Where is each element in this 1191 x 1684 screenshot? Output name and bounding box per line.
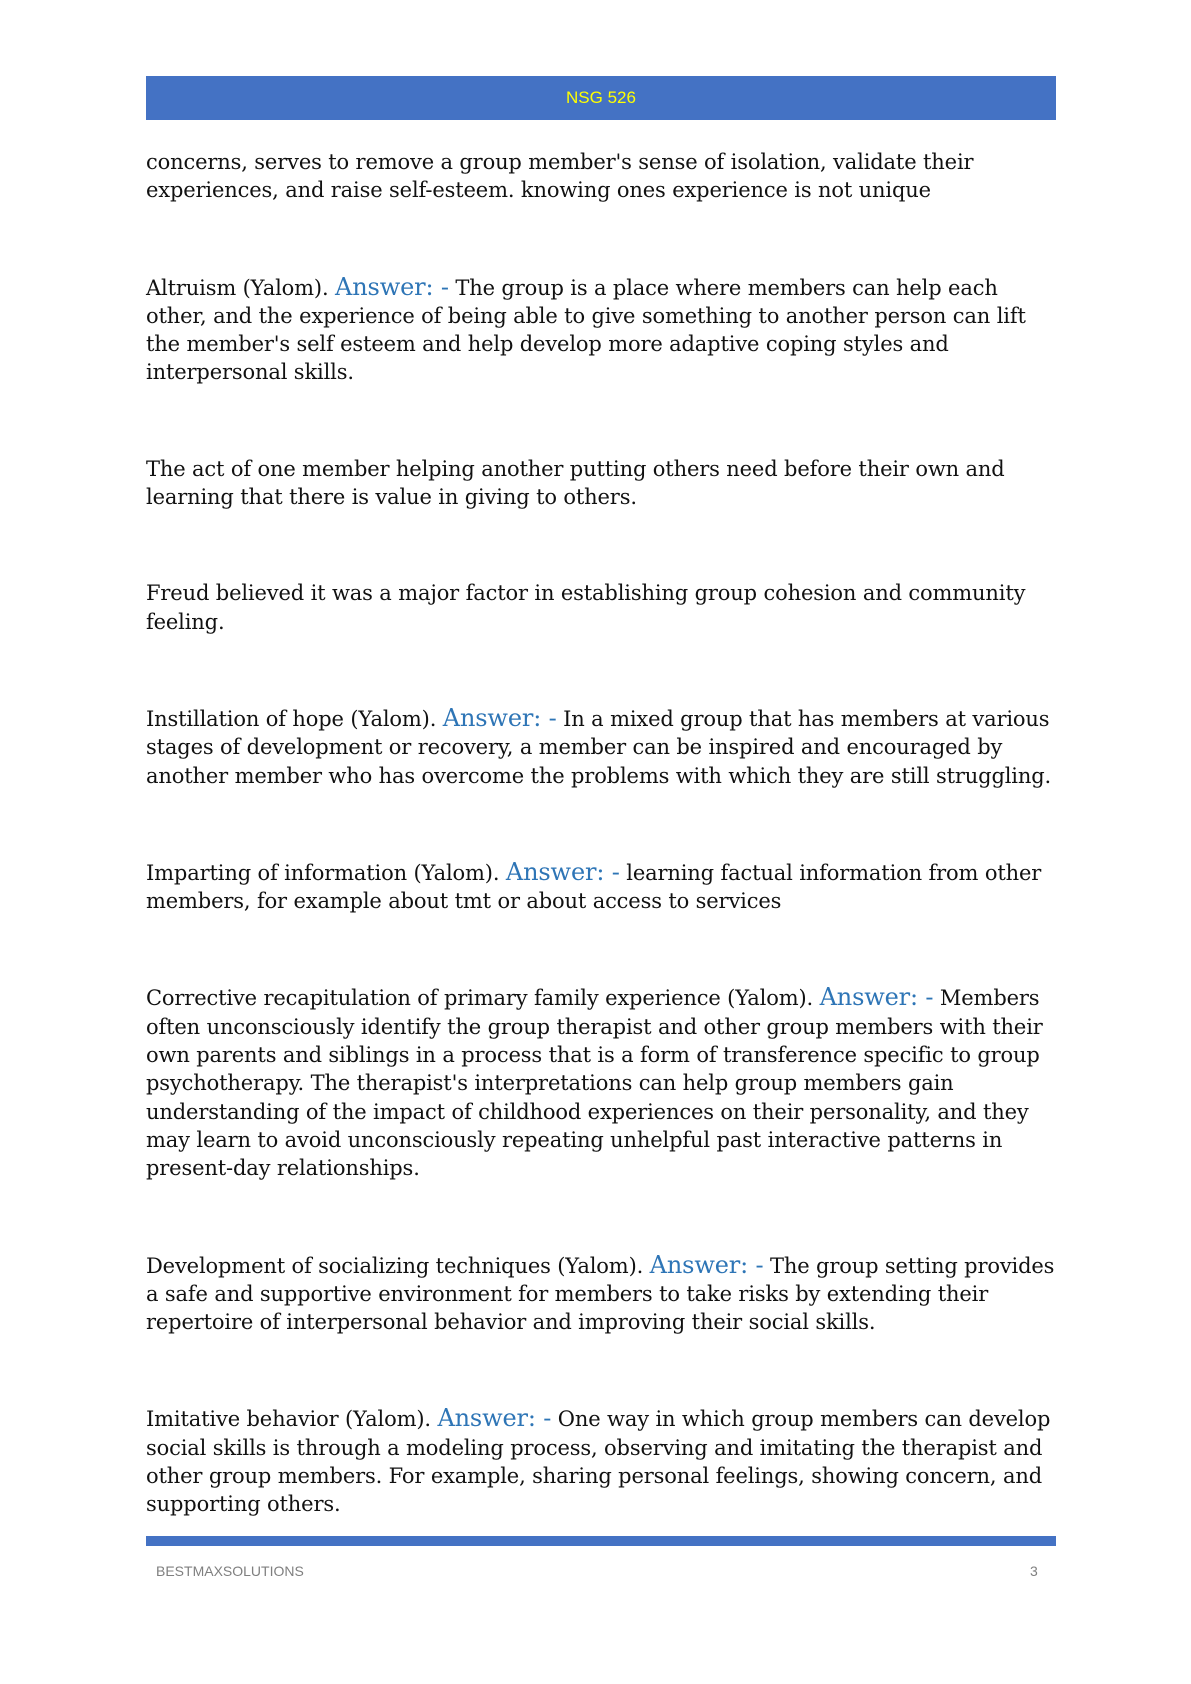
term-label: Altruism (Yalom). [146,275,329,300]
paragraph-altruism [146,273,1058,387]
answer-text: Members often unconsciously identify the group therapist and other group members with their own parents and siblings in a process that is a form of transference specific to group psychotherapy. The therapist's interpretations can help group members gain understanding of the impact of childhood experiences on their personality, and they may learn to avoid unconsciously repeating unhelpful past interactive patterns in present-day relationships. [146,986,1043,1181]
paragraph-altruism-definition [146,455,1058,512]
answer-text: The group is a place where members can help each other, and the experience of being able to give something to another person can lift the member's self esteem and help develop more adaptive coping styles and interpersonal skills. [146,275,1026,385]
document-body [146,148,1058,1587]
paragraph-imparting-information [146,858,1058,916]
answer-text: learning factual information from other members, for example about tmt or about access to services [146,860,1042,914]
paragraph-universality-continued [146,148,1058,205]
paragraph-imitative-behavior [146,1404,1058,1518]
header-title: NSG 526 [566,88,636,107]
answer-label: Answer: - [649,1250,764,1279]
answer-label: Answer: - [819,983,934,1012]
term-label: Corrective recapitulation of primary family experience (Yalom). [146,986,814,1011]
footer-bar [146,1536,1056,1546]
term-label: Instillation of hope (Yalom). [146,706,437,731]
answer-text: In a mixed group that has members at various stages of development or recovery, a member can be inspired and encouraged by another member who has overcome the problems with which they are still struggling. [146,706,1052,788]
answer-label: Answer: - [505,857,620,886]
answer-label: Answer: - [437,1404,552,1433]
answer-label: Answer: - [442,703,557,732]
paragraph-corrective-recapitulation [146,983,1058,1182]
term-label: Imitative behavior (Yalom). [146,1407,431,1432]
term-label: Development of socializing techniques (Yalom). [146,1253,644,1278]
paragraph-text: concerns, serves to remove a group member's sense of isolation, validate their experiences, and raise self-esteem. knowing ones experience is not unique [146,150,974,203]
answer-label: Answer: - [335,272,449,301]
page-number: 3 [1030,1563,1038,1579]
paragraph-instillation-of-hope [146,704,1058,790]
paragraph-text: The act of one member helping another putting others need before their own and learning that there is value in giving to others. [146,456,1005,510]
term-label: Imparting of information (Yalom). [146,860,500,885]
answer-text: One way in which group members can develop social skills is through a modeling process, observing and imitating the therapist and other group members. For example, sharing personal feelings, showing concern, and supporting others. [146,1407,1051,1517]
footer-brand: BESTMAXSOLUTIONS [156,1563,304,1579]
paragraph-freud [146,579,1058,636]
answer-text: The group setting provides a safe and supportive environment for members to take risks by extending their repertoire of interpersonal behavior and improving their social skills. [146,1253,1055,1335]
paragraph-socializing-techniques [146,1251,1058,1337]
header-bar [146,76,1056,120]
paragraph-text: Freud believed it was a major factor in establishing group cohesion and community feeling. [146,581,1026,634]
